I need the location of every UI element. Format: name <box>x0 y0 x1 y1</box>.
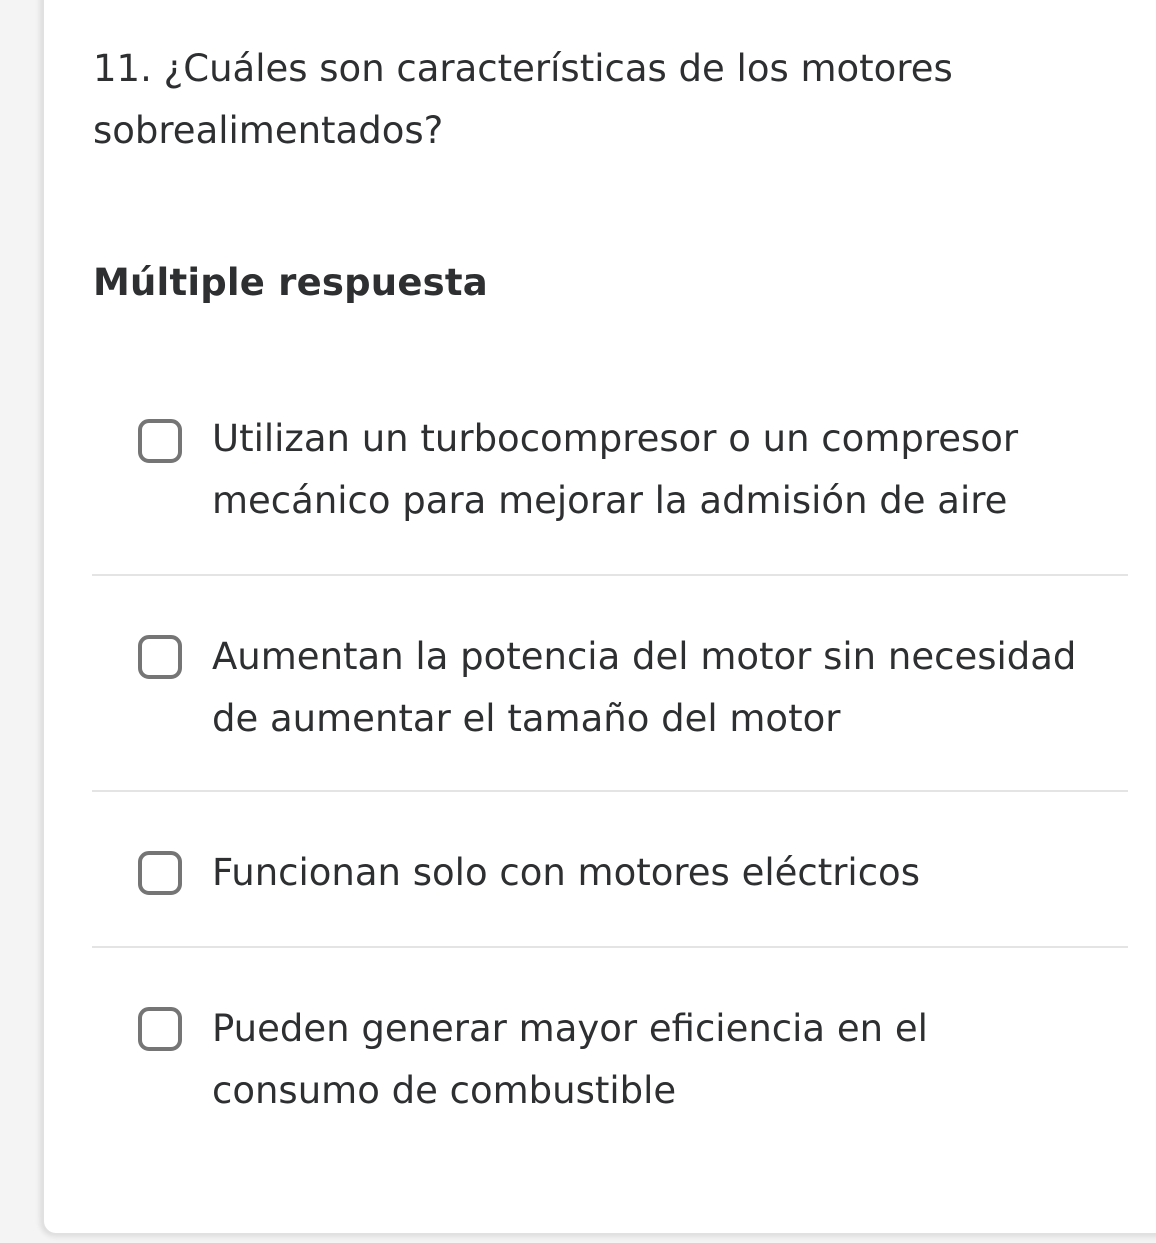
answer-option-label: Aumentan la potencia del motor sin necesidad de aumentar el tamaño del motor <box>212 635 1077 740</box>
answer-option-3[interactable] <box>92 792 1128 948</box>
answer-option-2[interactable] <box>92 576 1128 792</box>
answer-option-4[interactable] <box>92 948 1128 1128</box>
answer-option-label: Funcionan solo con motores eléctricos <box>212 851 920 894</box>
checkbox-icon[interactable] <box>138 635 182 679</box>
checkbox-icon[interactable] <box>138 1007 182 1051</box>
question-text: 11. ¿Cuáles son características de los motores sobrealimentados? <box>93 47 953 152</box>
checkbox-icon[interactable] <box>138 419 182 463</box>
question-type-label: Múltiple respuesta <box>93 261 488 304</box>
answer-option-label: Pueden generar mayor eficiencia en el consumo de combustible <box>212 1007 928 1112</box>
checkbox-icon[interactable] <box>138 851 182 895</box>
answer-option-1[interactable] <box>92 402 1128 576</box>
answer-option-label: Utilizan un turbocompresor o un compresor mecánico para mejorar la admisión de aire <box>212 417 1019 522</box>
answer-options-list <box>92 402 1128 1128</box>
